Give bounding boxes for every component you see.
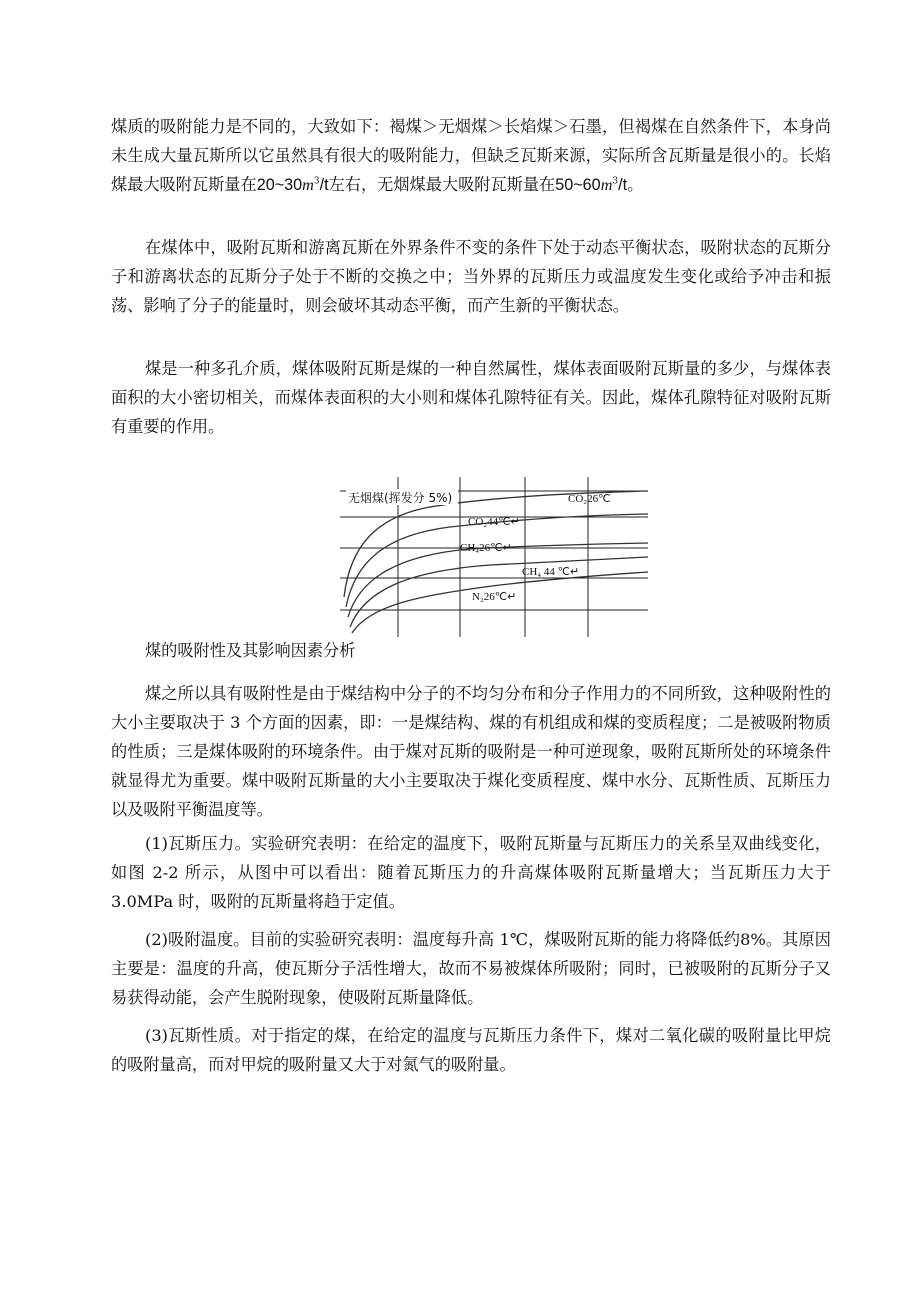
paragraph-porous-medium: 煤是一种多孔介质，煤体吸附瓦斯是煤的一种自然属性，煤体表面吸附瓦斯量的多少，与煤体表面积的大小密切相关，而煤体表面积的大小则和煤体孔隙特征有关。因此，煤体孔隙特征对吸附瓦斯有重要的作用。 bbox=[111, 359, 831, 436]
paragraph-adsorption-temperature: (2)吸附温度。目前的实验研究表明：温度每升高 1℃，煤吸附瓦斯的能力将降低约8%。其原因主要是：温度的升高，使瓦斯分子活性增大，故而不易被煤体所吸附；同时，已被吸附的瓦斯分子又易获得动能，会产生脱附现象，使吸附瓦斯量降低。 bbox=[111, 930, 831, 1007]
label-ch4-26: CH₄26℃↵ bbox=[460, 542, 512, 554]
label-ch4-44: CH₄ 44 ℃↵ bbox=[522, 566, 580, 578]
paragraph-dynamic-equilibrium: 在煤体中，吸附瓦斯和游离瓦斯在外界条件不变的条件下处于动态平衡状态，吸附状态的瓦斯分子和游离状态的瓦斯分子处于不断的交换之中；当外界的瓦斯压力或温度发生变化或给予冲击和振荡、影响了分子的能量时，则会破坏其动态平衡，而产生新的平衡状态。 bbox=[111, 238, 831, 315]
p1-exp-1: 3 bbox=[313, 176, 320, 187]
p1-per-1: /t bbox=[319, 176, 329, 194]
label-co2-44: CO₂44℃↵ bbox=[468, 516, 520, 528]
p1-value-2: 50~60 bbox=[555, 176, 601, 194]
paragraph-gas-pressure: (1)瓦斯压力。实验研究表明：在给定的温度下，吸附瓦斯量与瓦斯压力的关系呈双曲线变化，如图 2-2 所示，从图中可以看出：随着瓦斯压力的升高煤体吸附瓦斯量增大；当瓦斯压力大于 3.0MPa 时，吸附的瓦斯量将趋于定值。 bbox=[111, 834, 831, 911]
p1-exp-2: 3 bbox=[612, 176, 619, 187]
p1-value-1: 20~30 bbox=[256, 176, 303, 194]
figure-title: 无烟煤(挥发分 5%) bbox=[348, 491, 453, 505]
p1-unit-1: m bbox=[302, 176, 314, 194]
paragraph-adsorption-factors: 煤之所以具有吸附性是由于煤结构中分子的不均匀分布和分子作用力的不同所致，这种吸附性的大小主要取决于 3 个方面的因素，即：一是煤结构、煤的有机组成和煤的变质程度；二是被吸附物质的性质；三是煤体吸附的环境条件。由于煤对瓦斯的吸附是一种可逆现象，吸附瓦斯所处的环境条件就显得尤为重要。煤中吸附瓦斯量的大小主要取决于煤化变质程度、煤中水分、瓦斯性质、瓦斯压力以及吸附平衡温度等。 bbox=[111, 684, 831, 819]
p1-text-b: 左右，无烟煤最大吸附瓦斯量在 bbox=[328, 175, 556, 194]
figure-caption: 煤的吸附性及其影响因素分析 bbox=[145, 641, 356, 660]
label-n2-26: N₂26℃↵ bbox=[472, 591, 517, 603]
p1-text-a: 煤质的吸附能力是不同的，大致如下：褐煤＞无烟煤＞长焰煤＞石墨，但褐煤在自然条件下，本身尚未生成大量瓦斯所以它虽然具有很大的吸附能力，但缺乏瓦斯来源，实际所含瓦斯量是很小的。长焰煤最大吸附瓦斯量在 bbox=[111, 117, 831, 194]
adsorption-isotherm-figure bbox=[330, 477, 660, 642]
label-co2-26: CO₂26℃ bbox=[568, 493, 611, 505]
paragraph-coal-adsorption-order bbox=[111, 112, 831, 200]
paragraph-gas-properties: (3)瓦斯性质。对于指定的煤，在给定的温度与瓦斯压力条件下，煤对二氧化碳的吸附量比甲烷的吸附量高，而对甲烷的吸附量又大于对氮气的吸附量。 bbox=[111, 1026, 831, 1074]
p1-unit-2: m bbox=[600, 176, 613, 194]
p1-end: /t。 bbox=[618, 176, 644, 194]
